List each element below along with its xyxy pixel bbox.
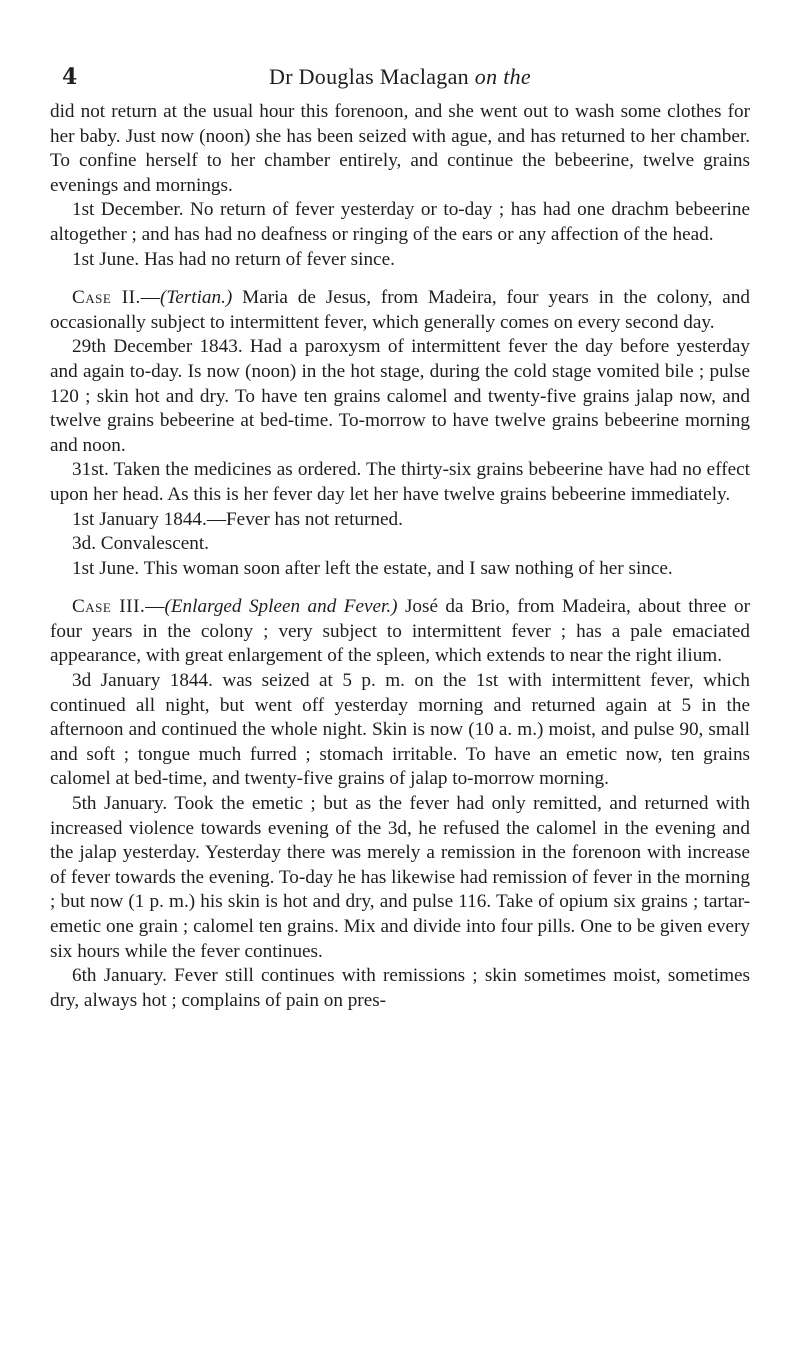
paragraph: 5th January. Took the emetic ; but as the fever had only remitted, and returned with increased violence towards evening of the 3d, he refused the calomel in the evening and the jalap yesterday. Yesterday there was merely a remission in the forenoon with increase of fever towards the evening. To-day he has likewise had remission of fever in the morning ; but now (1 p. m.) his skin is hot and dry, and pulse 116. Take of opium six grains ; tartar-emetic one grain ; calomel ten grains. Mix and divide into four pills. One to be given every six hours while the fever continues. <box>50 793 750 962</box>
case-title: (Enlarged Spleen and Fever.) <box>164 596 398 618</box>
paragraph: 3d. Convalescent. <box>72 533 209 555</box>
paragraph: 1st December. No return of fever yesterday or to-day ; has had one drachm bebeerine altogether ; and has had no deafness or ringing of the ears or any affection of the head. <box>50 199 750 245</box>
body-text <box>50 100 750 1013</box>
paragraph: did not return at the usual hour this forenoon, and she went out to wash some clothes for her baby. Just now (noon) she has been seized with ague, and has returned to her chamber. To confine herself to her chamber entirely, and continue the bebeerine, twelve grains evenings and mornings. <box>50 101 750 196</box>
running-head-suffix: on the <box>474 64 531 89</box>
case-dash: — <box>145 596 165 618</box>
page-header <box>50 60 750 100</box>
running-head-author: Dr Douglas Maclagan <box>269 64 469 89</box>
case-text: José da Brio, from Madeira, about three or four years in the colony ; very subject to intermittent fever ; has a pale emaciated appearance, with great enlargement of the spleen, which extends to near the right ilium. <box>50 596 750 667</box>
case-text: Maria de Jesus, from Madeira, four years in the colony, and occasionally subject to intermittent fever, which generally comes on every second day. <box>50 287 751 333</box>
running-head <box>50 60 750 94</box>
paragraph: 1st January 1844.—Fever has not returned. <box>72 508 403 530</box>
case-title: (Tertian.) <box>159 287 233 309</box>
case-paragraph <box>50 595 750 669</box>
paragraph: 29th December 1843. Had a paroxysm of intermittent fever the day before yesterday and again to-day. Is now (noon) in the hot stage, during the cold stage vomited bile ; pulse 120 ; skin hot and dry. To have ten grains calomel and twenty-five grains jalap now, and twelve grains bebeerine at bed-time. To-morrow to have twelve grains bebeerine morning and noon. <box>50 336 750 456</box>
page-number: 4 <box>62 64 78 90</box>
paragraph: 3d January 1844. was seized at 5 p. m. on the 1st with intermittent fever, which continued all night, but went off yesterday morning and returned again at 5 in the afternoon and continued the whole night. Skin is now (10 a. m.) moist, and pulse 90, small and soft ; tongue much furred ; stomach irritable. To have an emetic now, ten grains calomel at bed-time, and twenty-five grains of jalap to-morrow morning. <box>50 670 750 790</box>
paragraph: 1st June. This woman soon after left the estate, and I saw nothing of her since. <box>72 557 673 579</box>
paragraph: 31st. Taken the medicines as ordered. The thirty-six grains bebeerine have had no effect upon her head. As this is her fever day let her have twelve grains bebeerine immediately. <box>50 459 750 505</box>
case-label: Case II. <box>72 287 141 309</box>
case-paragraph <box>50 286 750 335</box>
paragraph: 1st June. Has had no return of fever since. <box>72 248 395 270</box>
paragraph: 6th January. Fever still continues with remissions ; skin sometimes moist, sometimes dry, always hot ; complains of pain on pres- <box>50 965 750 1011</box>
case-label: Case III. <box>72 596 146 618</box>
document-page <box>50 60 750 1013</box>
case-dash: — <box>140 287 160 309</box>
